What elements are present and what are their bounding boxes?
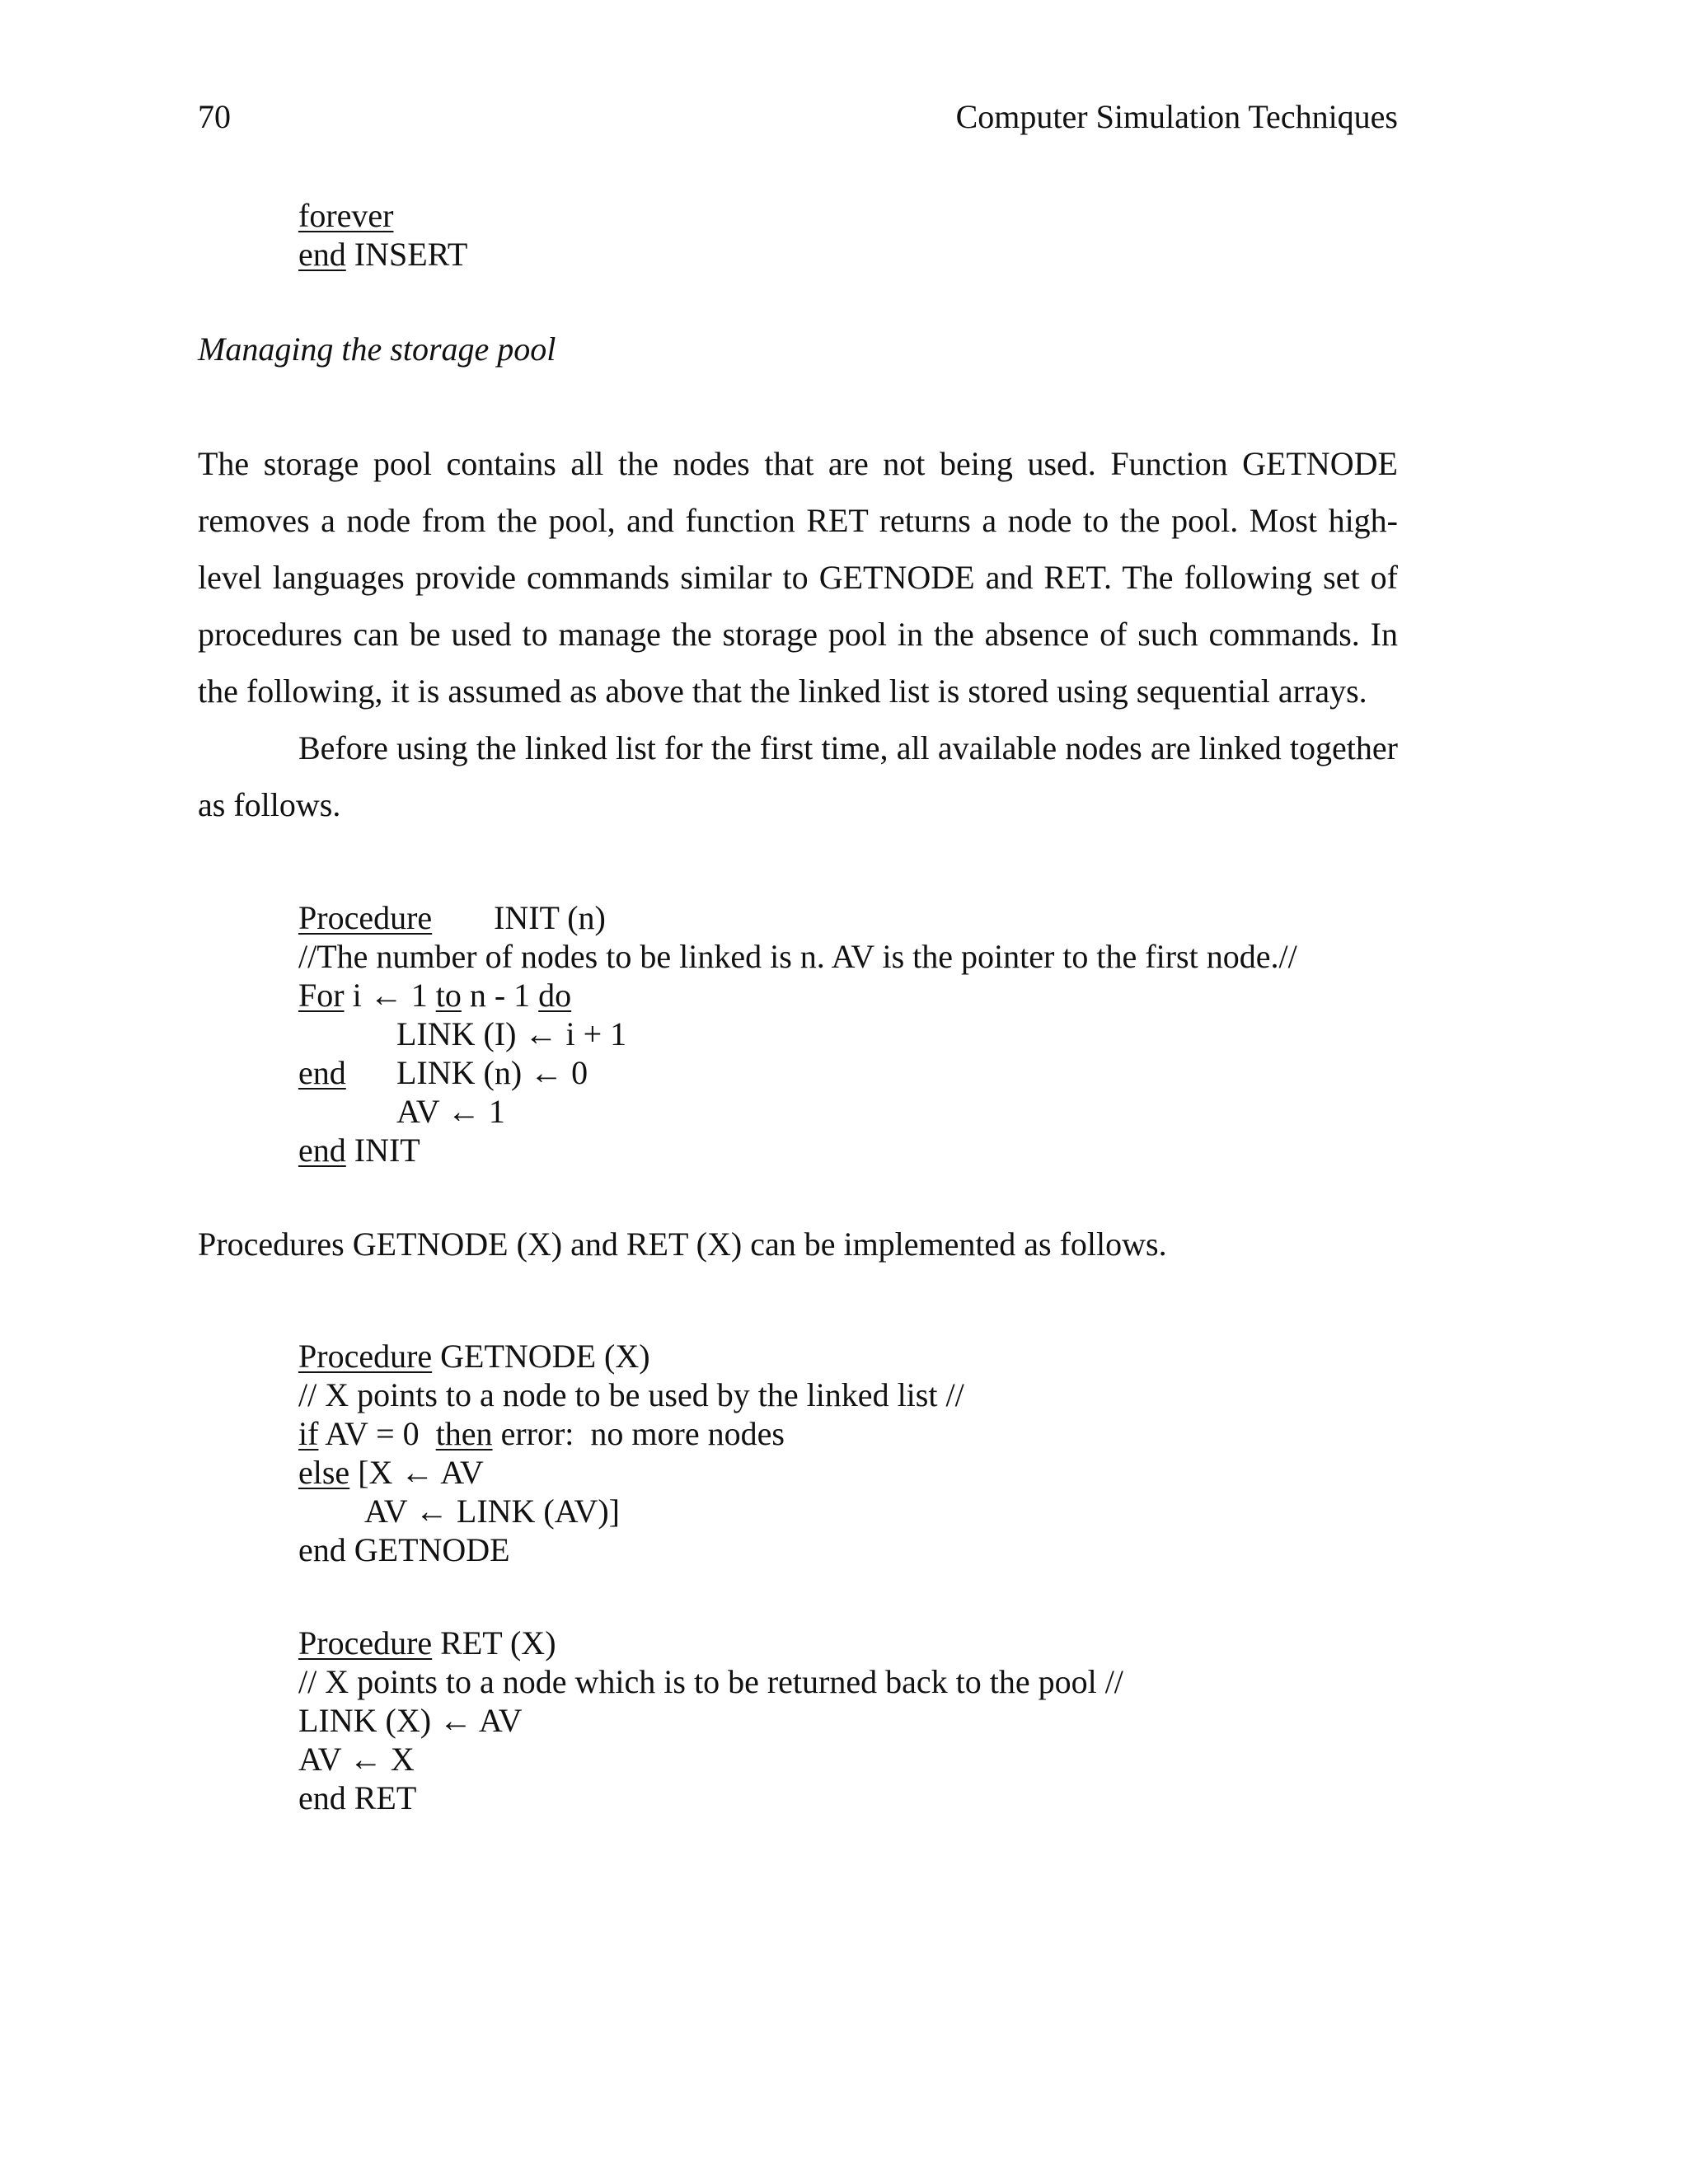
keyword-end: end — [298, 236, 346, 273]
code-line — [298, 1624, 1123, 1662]
code-text: error: no more nodes — [492, 1415, 785, 1452]
section-heading: Managing the storage pool — [198, 330, 556, 368]
keyword-then: then — [435, 1415, 493, 1452]
keyword-end: end — [298, 1054, 346, 1091]
insert-procedure-tail — [298, 196, 467, 274]
keyword-to: to — [435, 977, 462, 1014]
ret-procedure — [298, 1624, 1123, 1817]
code-line: end RET — [298, 1779, 417, 1816]
body-paragraph: The storage pool contains all the nodes that are not being used. Function GETNODE removes a node from the pool, and function RET returns a node to the pool. Most high-level languages provide commands similar to GETNODE and RET. The following set of procedures can be used to manage the storage pool in the absence of such commands. In the following, it is assumed as above that the linked list is stored using sequential arrays. — [198, 445, 1398, 710]
code-text: [X ← AV — [349, 1454, 484, 1491]
keyword-procedure: Procedure — [298, 899, 433, 936]
keyword-else: else — [298, 1454, 350, 1491]
page-number: 70 — [198, 98, 231, 135]
keyword-end: end — [298, 1132, 346, 1169]
code-line — [298, 1131, 1297, 1169]
code-line — [298, 1337, 964, 1376]
procedure-signature: INIT (n) — [494, 899, 606, 936]
procedure-name: INIT — [345, 1132, 420, 1169]
code-line: AV ← 1 — [396, 1093, 505, 1130]
procedure-name: INSERT — [345, 236, 468, 273]
code-line: AV ← X — [298, 1741, 415, 1778]
code-line: end GETNODE — [298, 1531, 510, 1568]
keyword-for: For — [298, 977, 345, 1014]
code-line — [298, 196, 467, 235]
keyword-if: if — [298, 1415, 319, 1452]
code-text: i ← 1 — [344, 977, 436, 1014]
keyword-procedure: Procedure — [298, 1624, 433, 1661]
code-text: n - 1 — [461, 977, 539, 1014]
procedure-signature: GETNODE (X) — [432, 1338, 650, 1375]
code-comment: // X points to a node which is to be returned back to the pool // — [298, 1663, 1123, 1700]
code-text: AV = 0 — [318, 1415, 436, 1452]
body-paragraph: Procedures GETNODE (X) and RET (X) can be implemented as follows. — [198, 1226, 1167, 1263]
code-line — [298, 1053, 1297, 1092]
code-line — [298, 1414, 964, 1453]
code-line — [298, 976, 1297, 1015]
running-head: Computer Simulation Techniques — [955, 98, 1398, 135]
code-line: LINK (X) ← AV — [298, 1702, 523, 1739]
code-line — [298, 1453, 964, 1492]
code-line — [298, 235, 467, 274]
code-comment: //The number of nodes to be linked is n. AV is the pointer to the first node.// — [298, 938, 1297, 975]
procedure-signature: RET (X) — [432, 1624, 556, 1661]
code-text: LINK (n) ← 0 — [396, 1054, 588, 1091]
code-comment: // X points to a node to be used by the linked list // — [298, 1376, 964, 1413]
code-line: LINK (I) ← i + 1 — [396, 1015, 627, 1052]
keyword-do: do — [538, 977, 572, 1014]
body-paragraph: Before using the linked list for the first time, all available nodes are linked together as follows. — [198, 729, 1398, 823]
code-line — [298, 898, 1297, 937]
keyword-procedure: Procedure — [298, 1338, 433, 1375]
getnode-procedure — [298, 1337, 964, 1569]
code-line: AV ← LINK (AV)] — [364, 1493, 620, 1530]
keyword-forever: forever — [298, 197, 394, 234]
init-procedure — [298, 898, 1297, 1169]
